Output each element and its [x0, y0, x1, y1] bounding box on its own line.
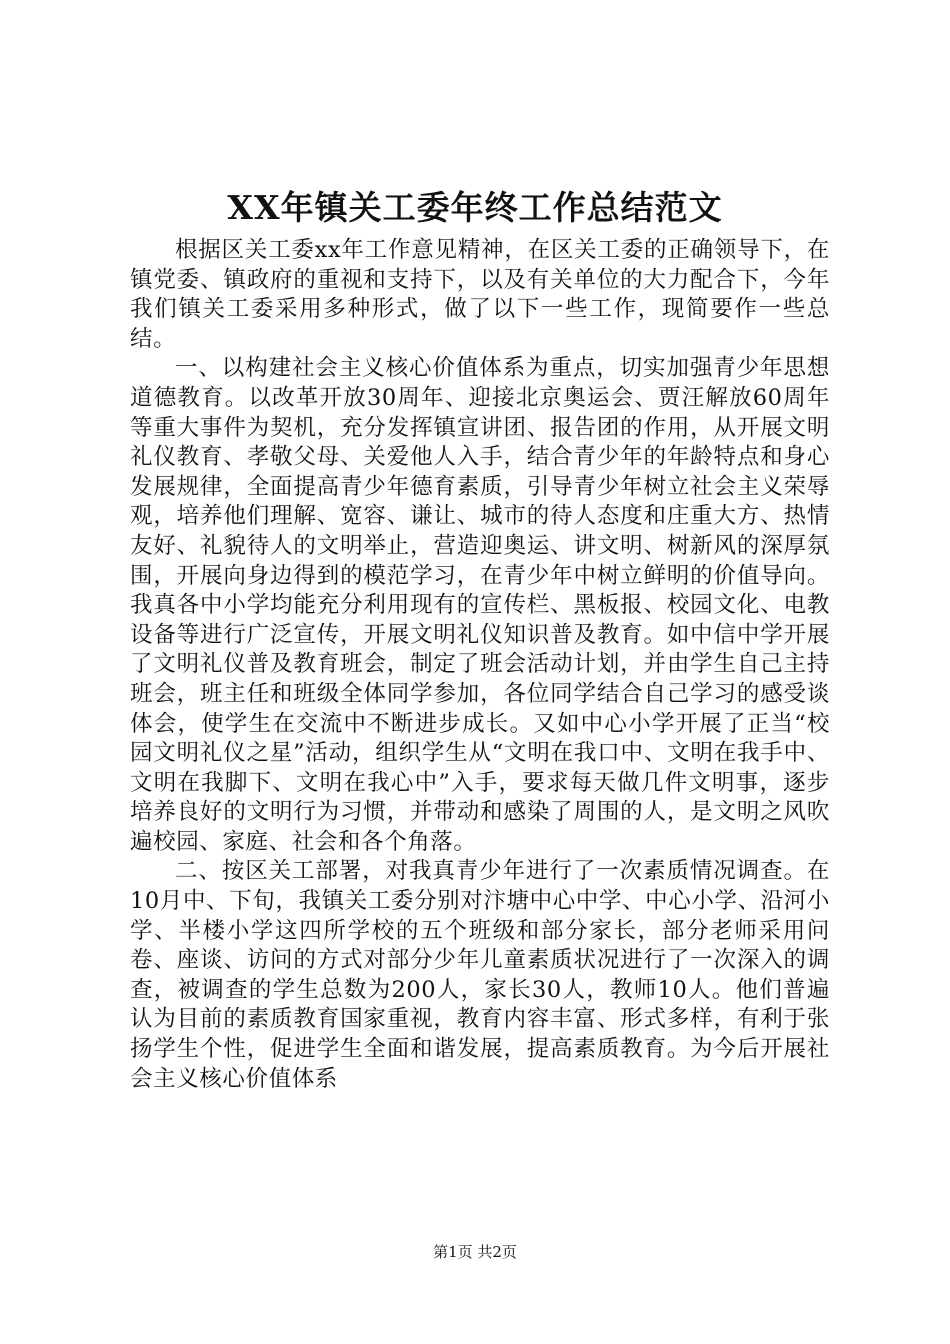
- paragraph-section-1: 一、以构建社会主义核心价值体系为重点，切实加强青少年思想道德教育。以改革开放30周年、迎接北京奥运会、贾汪解放60周年等重大事件为契机，充分发挥镇宣讲团、报告团的作用，从开展文明礼仪教育、孝敬父母、关爱他人入手，结合青少年的年龄特点和身心发展规律，全面提高青少年德育素质，引导青少年树立社会主义荣辱观，培养他们理解、宽容、谦让、城市的待人态度和庄重大方、热情友好、礼貌待人的文明举止，营造迎奥运、讲文明、树新风的深厚氛围，开展向身边得到的模范学习，在青少年中树立鲜明的价值导向。我真各中小学均能充分利用现有的宣传栏、黑板报、校园文化、电教设备等进行广泛宣传，开展文明礼仪知识普及教育。如中信中学开展了文明礼仪普及教育班会，制定了班会活动计划，并由学生自己主持班会，班主任和班级全体同学参加，各位同学结合自己学习的感受谈体会，使学生在交流中不断进步成长。又如中心小学开展了正当“校园文明礼仪之星”活动，组织学生从“文明在我口中、文明在我手中、文明在我脚下、文明在我心中”入手，要求每天做几件文明事，逐步培养良好的文明行为习惯，并带动和感染了周围的人，是文明之风吹遍校园、家庭、社会和各个角落。: [130, 355, 830, 855]
- document-title: XX年镇关工委年终工作总结范文: [227, 188, 723, 227]
- paragraph-intro: 根据区关工委xx年工作意见精神，在区关工委的正确领导下，在镇党委、镇政府的重视和支持下，以及有关单位的大力配合下，今年我们镇关工委采用多种形式，做了以下一些工作，现简要作一些总结。: [130, 237, 830, 352]
- paragraph-section-2: 二、按区关工部署，对我真青少年进行了一次素质情况调查。在10月中、下旬，我镇关工委分别对汴塘中心中学、中心小学、沿河小学、半楼小学这四所学校的五个班级和部分家长，部分老师采用问卷、座谈、访问的方式对部分少年儿童素质状况进行了一次深入的调查，被调查的学生总数为200人，家长30人，教师10人。他们普遍认为目前的素质教育国家重视，教育内容丰富、形式多样，有利于张扬学生个性，促进学生全面和谐发展，提高素质教育。为今后开展社会主义核心价值体系: [130, 858, 830, 1092]
- document-body: [130, 236, 830, 1094]
- page-footer: 第1页 共2页: [433, 1243, 517, 1261]
